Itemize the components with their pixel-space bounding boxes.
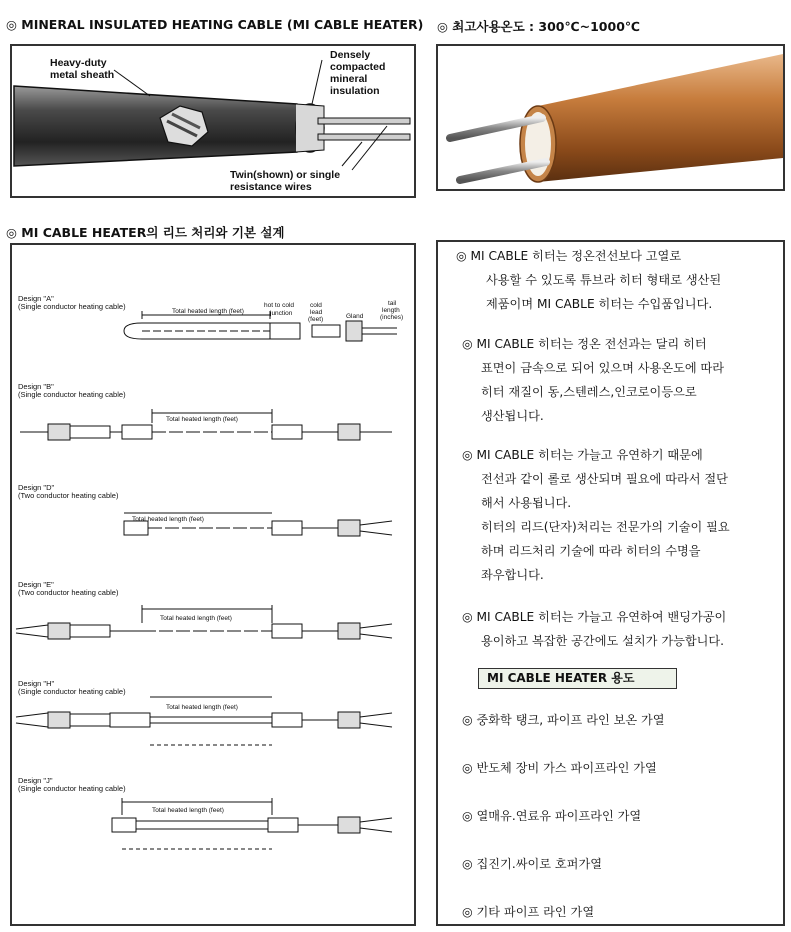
cable-cutaway-illustration [12,46,414,196]
label-sheath-1: Heavy-duty [50,57,107,69]
copper-cable-photo [436,44,785,191]
design-b-title: Design "B" [18,382,54,391]
p2-line-2: 표면이 금속으로 되어 있으며 사용온도에 따라 [481,361,725,375]
design-d-heated-length: Total heated length (feet) [132,516,204,523]
design-h-title: Design "H" [18,679,55,688]
design-b-subtitle: (Single conductor heating cable) [18,390,126,399]
p3-line-5: 하며 리드처리 기술에 따라 히터의 수명을 [481,544,701,558]
label-wires-1: Twin(shown) or single [230,169,341,181]
design-j-heated-length: Total heated length (feet) [152,807,224,814]
junction-label-1: hot to cold [264,302,294,309]
label-insulation-1: Densely [330,49,371,61]
heading-mi-cable: ◎ MINERAL INSULATED HEATING CABLE (MI CABLE HEATER) [6,17,424,32]
p1-line-1: ◎ MI CABLE 히터는 정온전선보다 고열로 [456,249,682,263]
p2-line-3: 히터 재질이 동,스텐레스,인코로이등으로 [481,385,697,399]
description-paragraph-1 [456,244,721,316]
p4-line-2: 용이하고 복잡한 공간에도 설치가 가능합니다. [481,634,725,648]
lead-design-drawings [12,245,414,924]
p3-line-2: 전선과 같이 롤로 생산되며 필요에 따라서 절단 [481,472,728,486]
description-paragraph-3 [462,443,730,587]
p1-line-2: 사용할 수 있도록 튜브라 히터 형태로 생산된 [486,273,722,287]
design-j-subtitle: (Single conductor heating cable) [18,784,126,793]
p2-line-1: ◎ MI CABLE 히터는 정온 전선과는 달리 히터 [462,337,707,351]
design-j-title: Design "J" [18,776,53,785]
cable-figure-panel [10,44,416,198]
heading-max-temp: ◎ 최고사용온도 : 300℃~1000℃ [437,19,641,34]
usage-title-box: MI CABLE HEATER 용도 [478,668,677,689]
gland-label: Gland [346,313,364,320]
cold-lead-label-3: (feet) [308,316,324,323]
tail-label-3: (inches) [380,314,404,321]
copper-cable-image [438,46,783,189]
label-insulation-3: mineral [330,73,368,85]
design-a-heated-length: Total heated length (feet) [172,308,244,315]
usage-item: ◎ 열매유.연료유 파이프라인 가열 [462,809,642,823]
design-a-subtitle: (Single conductor heating cable) [18,302,126,311]
p3-line-3: 해서 사용됩니다. [481,496,572,510]
label-wires-2: resistance wires [230,181,312,193]
description-paragraph-2 [462,332,724,428]
cold-lead-label-2: lead [310,309,323,316]
label-insulation-2: compacted [330,61,386,73]
design-d-subtitle: (Two conductor heating cable) [18,491,119,500]
tail-label-2: length [382,307,400,314]
p3-line-4: 히터의 리드(단자)처리는 전문가의 기술이 필요 [481,520,730,534]
heading-lead-design: ◎ MI CABLE HEATER의 리드 처리와 기본 설계 [6,225,285,240]
label-insulation-4: insulation [330,85,380,97]
label-sheath-2: metal sheath [50,69,115,81]
p3-line-1: ◎ MI CABLE 히터는 가늘고 유연하기 때문에 [462,448,703,462]
usage-item: ◎ 기타 파이프 라인 가열 [462,905,595,919]
design-b-heated-length: Total heated length (feet) [166,416,238,423]
design-d-title: Design "D" [18,483,55,492]
p1-line-3: 제품이며 MI CABLE 히터는 수입품입니다. [486,297,713,311]
design-h-subtitle: (Single conductor heating cable) [18,687,126,696]
design-e-subtitle: (Two conductor heating cable) [18,588,119,597]
usage-item: ◎ 반도체 장비 가스 파이프라인 가열 [462,761,657,775]
p2-line-4: 생산됩니다. [481,409,544,423]
usage-item: ◎ 집진기.싸이로 호퍼가열 [462,857,602,871]
usage-item: ◎ 중화학 탱크, 파이프 라인 보온 가열 [462,713,665,727]
design-a-title: Design "A" [18,294,54,303]
p4-line-1: ◎ MI CABLE 히터는 가늘고 유연하여 밴딩가공이 [462,610,727,624]
tail-label-1: tail [388,300,397,307]
p3-line-6: 좌우합니다. [481,568,544,582]
cold-lead-label-1: cold [310,302,322,309]
design-e-title: Design "E" [18,580,54,589]
description-paragraph-4 [462,605,726,653]
design-e-heated-length: Total heated length (feet) [160,615,232,622]
lead-design-panel [10,243,416,926]
design-h-heated-length: Total heated length (feet) [166,704,238,711]
junction-label-2: junction [270,310,293,317]
